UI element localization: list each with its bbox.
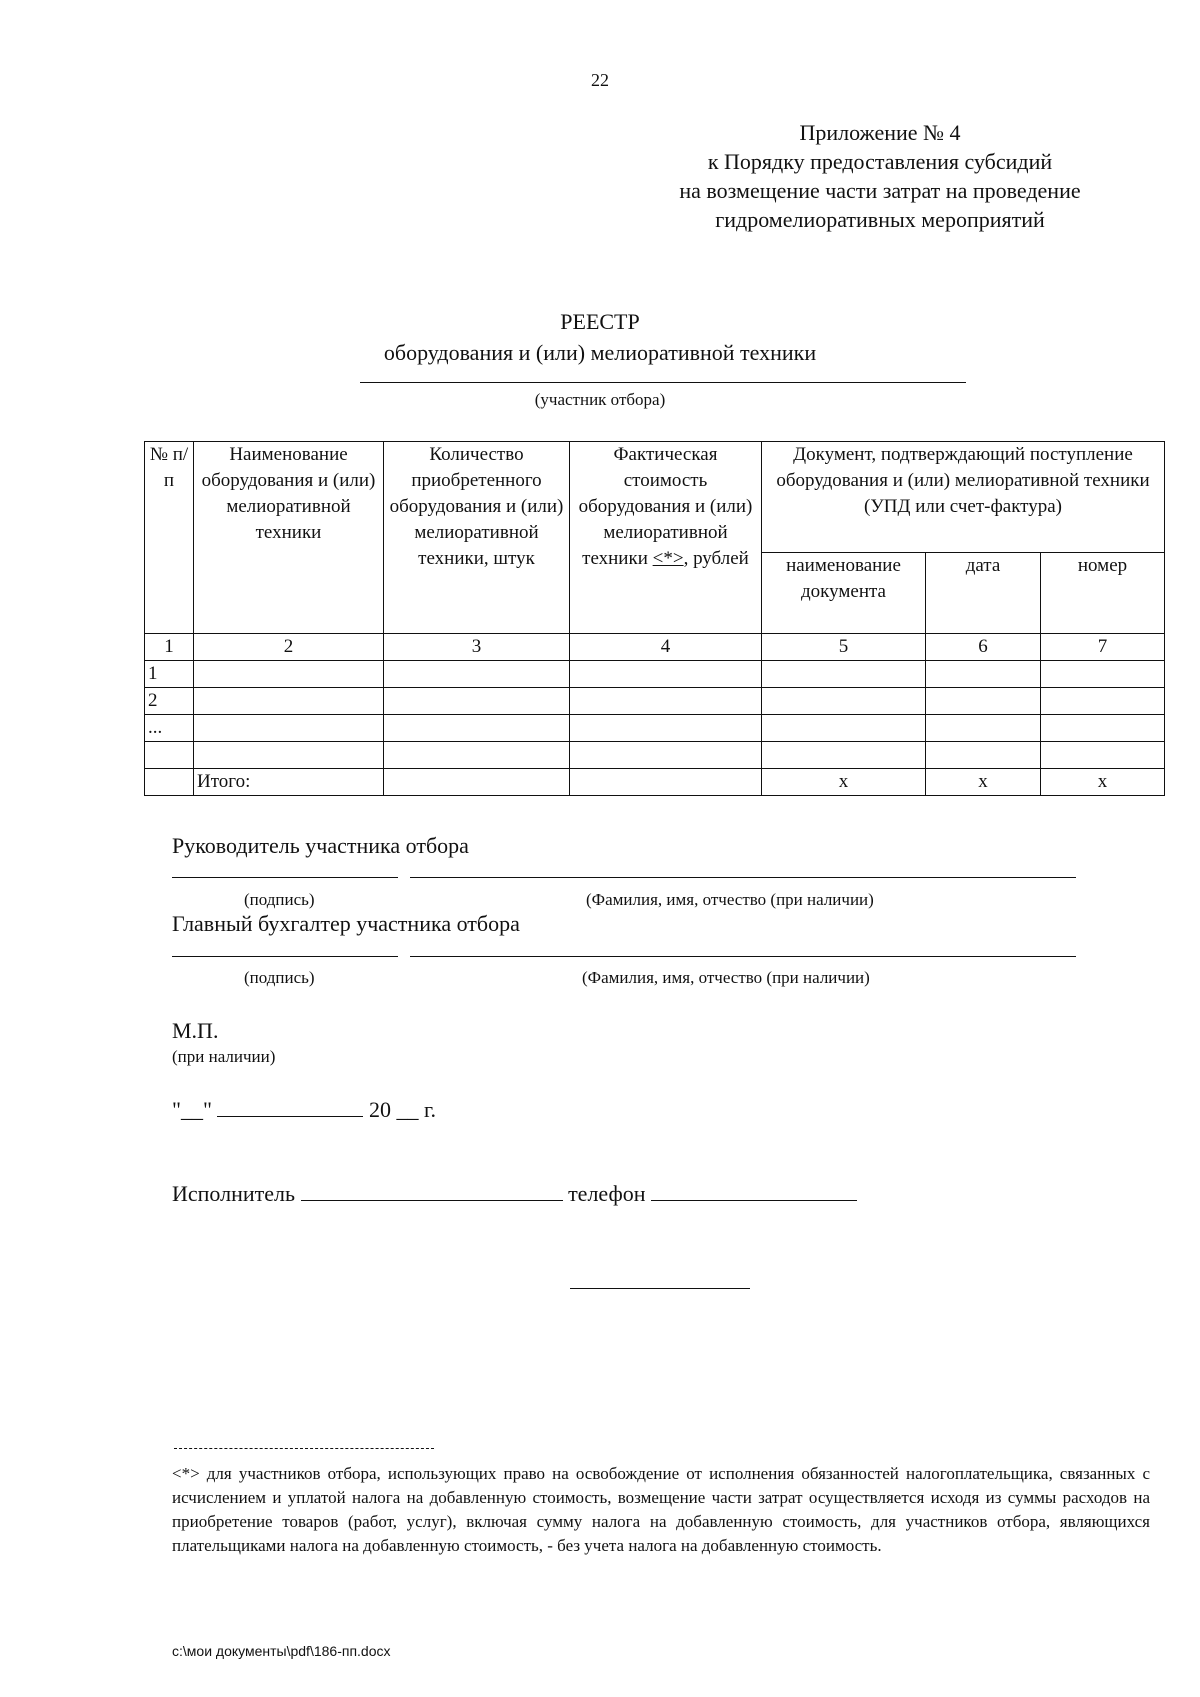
head-signature-line — [172, 877, 398, 878]
phone-label: телефон — [568, 1181, 646, 1206]
table-cell — [762, 742, 926, 769]
numbering-cell: 7 — [1041, 634, 1165, 661]
table-cell — [570, 688, 762, 715]
accountant-name-caption: (Фамилия, имя, отчество (при наличии) — [582, 968, 870, 987]
date-open-quote: " — [172, 1097, 181, 1122]
table-cell — [1041, 742, 1165, 769]
accountant-sign-caption: (подпись) — [244, 968, 315, 987]
table-cell — [762, 688, 926, 715]
annex-line-4: гидромелиоративных мероприятий — [715, 207, 1045, 232]
header-doc-group: Документ, подтверждающий поступление оборудования и (или) мелиоративной техники (УПД или счет-фактура) — [762, 442, 1165, 553]
table-cell — [194, 688, 384, 715]
table-cell — [1041, 688, 1165, 715]
total-label: Итого: — [194, 769, 384, 796]
total-cell-7: х — [1041, 769, 1165, 796]
table-cell — [384, 688, 570, 715]
header-col-4 — [570, 442, 762, 634]
date-day-blank: __ — [180, 1097, 203, 1122]
date-close-quote: " — [202, 1097, 212, 1122]
table-cell — [926, 742, 1041, 769]
numbering-cell: 1 — [145, 634, 194, 661]
stamp-label: М.П. — [172, 1018, 219, 1043]
accountant-title: Главный бухгалтер участника отбора — [172, 911, 520, 936]
table-cell — [926, 715, 1041, 742]
header-col-5: наименование документа — [762, 553, 926, 634]
table-cell — [384, 715, 570, 742]
date-month-blank — [217, 1116, 363, 1117]
total-cell-5: х — [762, 769, 926, 796]
table-cell — [1041, 715, 1165, 742]
head-name-caption: (Фамилия, имя, отчество (при наличии) — [586, 890, 874, 909]
footnote-ref-link[interactable]: <*> — [652, 548, 684, 569]
date-suffix: г. — [423, 1097, 437, 1122]
table-cell — [194, 715, 384, 742]
date-year-blank: __ — [396, 1097, 419, 1122]
date-year-prefix: 20 — [368, 1097, 391, 1122]
head-sign-caption: (подпись) — [244, 890, 315, 909]
executor-line — [172, 1181, 857, 1207]
header-row-1 — [145, 442, 1165, 553]
row-number: 2 — [145, 688, 194, 715]
table-cell — [145, 769, 194, 796]
head-name-line — [410, 877, 1076, 878]
table-cell — [384, 769, 570, 796]
numbering-cell: 6 — [926, 634, 1041, 661]
annex-line-1: Приложение № 4 — [799, 120, 961, 145]
table-cell — [762, 661, 926, 688]
header-col-2: Наименование оборудования и (или) мелиоративной техники — [194, 442, 384, 634]
title-line-2: оборудования и (или) мелиоративной техники — [383, 340, 817, 365]
participant-caption: (участник отбора) — [534, 390, 666, 409]
header-col-3: Количество приобретенного оборудования и (или) мелиоративной техники, штук — [384, 442, 570, 634]
row-number — [145, 742, 194, 769]
header-col-4-tail: , рублей — [683, 548, 749, 569]
table-cell — [194, 742, 384, 769]
table-row — [145, 742, 1165, 769]
table-cell — [1041, 661, 1165, 688]
table-cell — [926, 688, 1041, 715]
title-line-1: РЕЕСТР — [560, 309, 640, 334]
table-cell — [384, 742, 570, 769]
total-row — [145, 769, 1165, 796]
table-cell — [762, 715, 926, 742]
header-col-4-main: Фактическая стоимость оборудования и (или) мелиоративной техники — [578, 444, 753, 569]
table-cell — [570, 742, 762, 769]
table-cell — [926, 661, 1041, 688]
numbering-cell: 4 — [570, 634, 762, 661]
phone-blank — [651, 1200, 857, 1201]
footnote-separator — [174, 1448, 434, 1449]
table-cell — [384, 661, 570, 688]
executor-label: Исполнитель — [172, 1181, 296, 1206]
page-number: 22 — [591, 70, 609, 90]
row-number: ... — [145, 715, 194, 742]
numbering-row — [145, 634, 1165, 661]
header-col-1: № п/п — [145, 442, 194, 634]
table-row — [145, 661, 1165, 688]
registry-table — [144, 441, 1165, 796]
accountant-name-line — [410, 956, 1076, 957]
header-col-6: дата — [926, 553, 1041, 634]
numbering-cell: 5 — [762, 634, 926, 661]
table-row — [145, 715, 1165, 742]
row-number: 1 — [145, 661, 194, 688]
document-title — [0, 306, 1200, 368]
numbering-cell: 3 — [384, 634, 570, 661]
footnote-text: <*> для участников отбора, использующих право на освобождение от исполнения обязанностей налогоплательщика, связанных с исчислением и уплатой налога на добавленную стоимость, возмещение части затрат осуществляется исходя из суммы расходов на приобретение товаров (работ, услуг), включая сумму налога на добавленную стоимость, для участников отбора, являющихся плательщиками налога на добавленную стоимость, - без учета налога на добавленную стоимость. — [172, 1464, 1150, 1555]
table-cell — [570, 769, 762, 796]
date-line — [172, 1097, 436, 1123]
head-title: Руководитель участника отбора — [172, 833, 469, 858]
table-row — [145, 688, 1165, 715]
table-cell — [570, 661, 762, 688]
file-path: c:\мои документы\pdf\186-пп.docx — [172, 1643, 391, 1659]
header-col-7: номер — [1041, 553, 1165, 634]
numbering-cell: 2 — [194, 634, 384, 661]
participant-blank-line — [360, 382, 966, 383]
annex-line-3: на возмещение части затрат на проведение — [679, 178, 1081, 203]
annex-line-2: к Порядку предоставления субсидий — [707, 149, 1053, 174]
stamp-note: (при наличии) — [172, 1047, 276, 1066]
accountant-signature-line — [172, 956, 398, 957]
executor-blank — [301, 1200, 563, 1201]
total-cell-6: х — [926, 769, 1041, 796]
table-cell — [570, 715, 762, 742]
end-separator-line — [570, 1288, 750, 1289]
annex-header — [620, 118, 1140, 234]
table-cell — [194, 661, 384, 688]
